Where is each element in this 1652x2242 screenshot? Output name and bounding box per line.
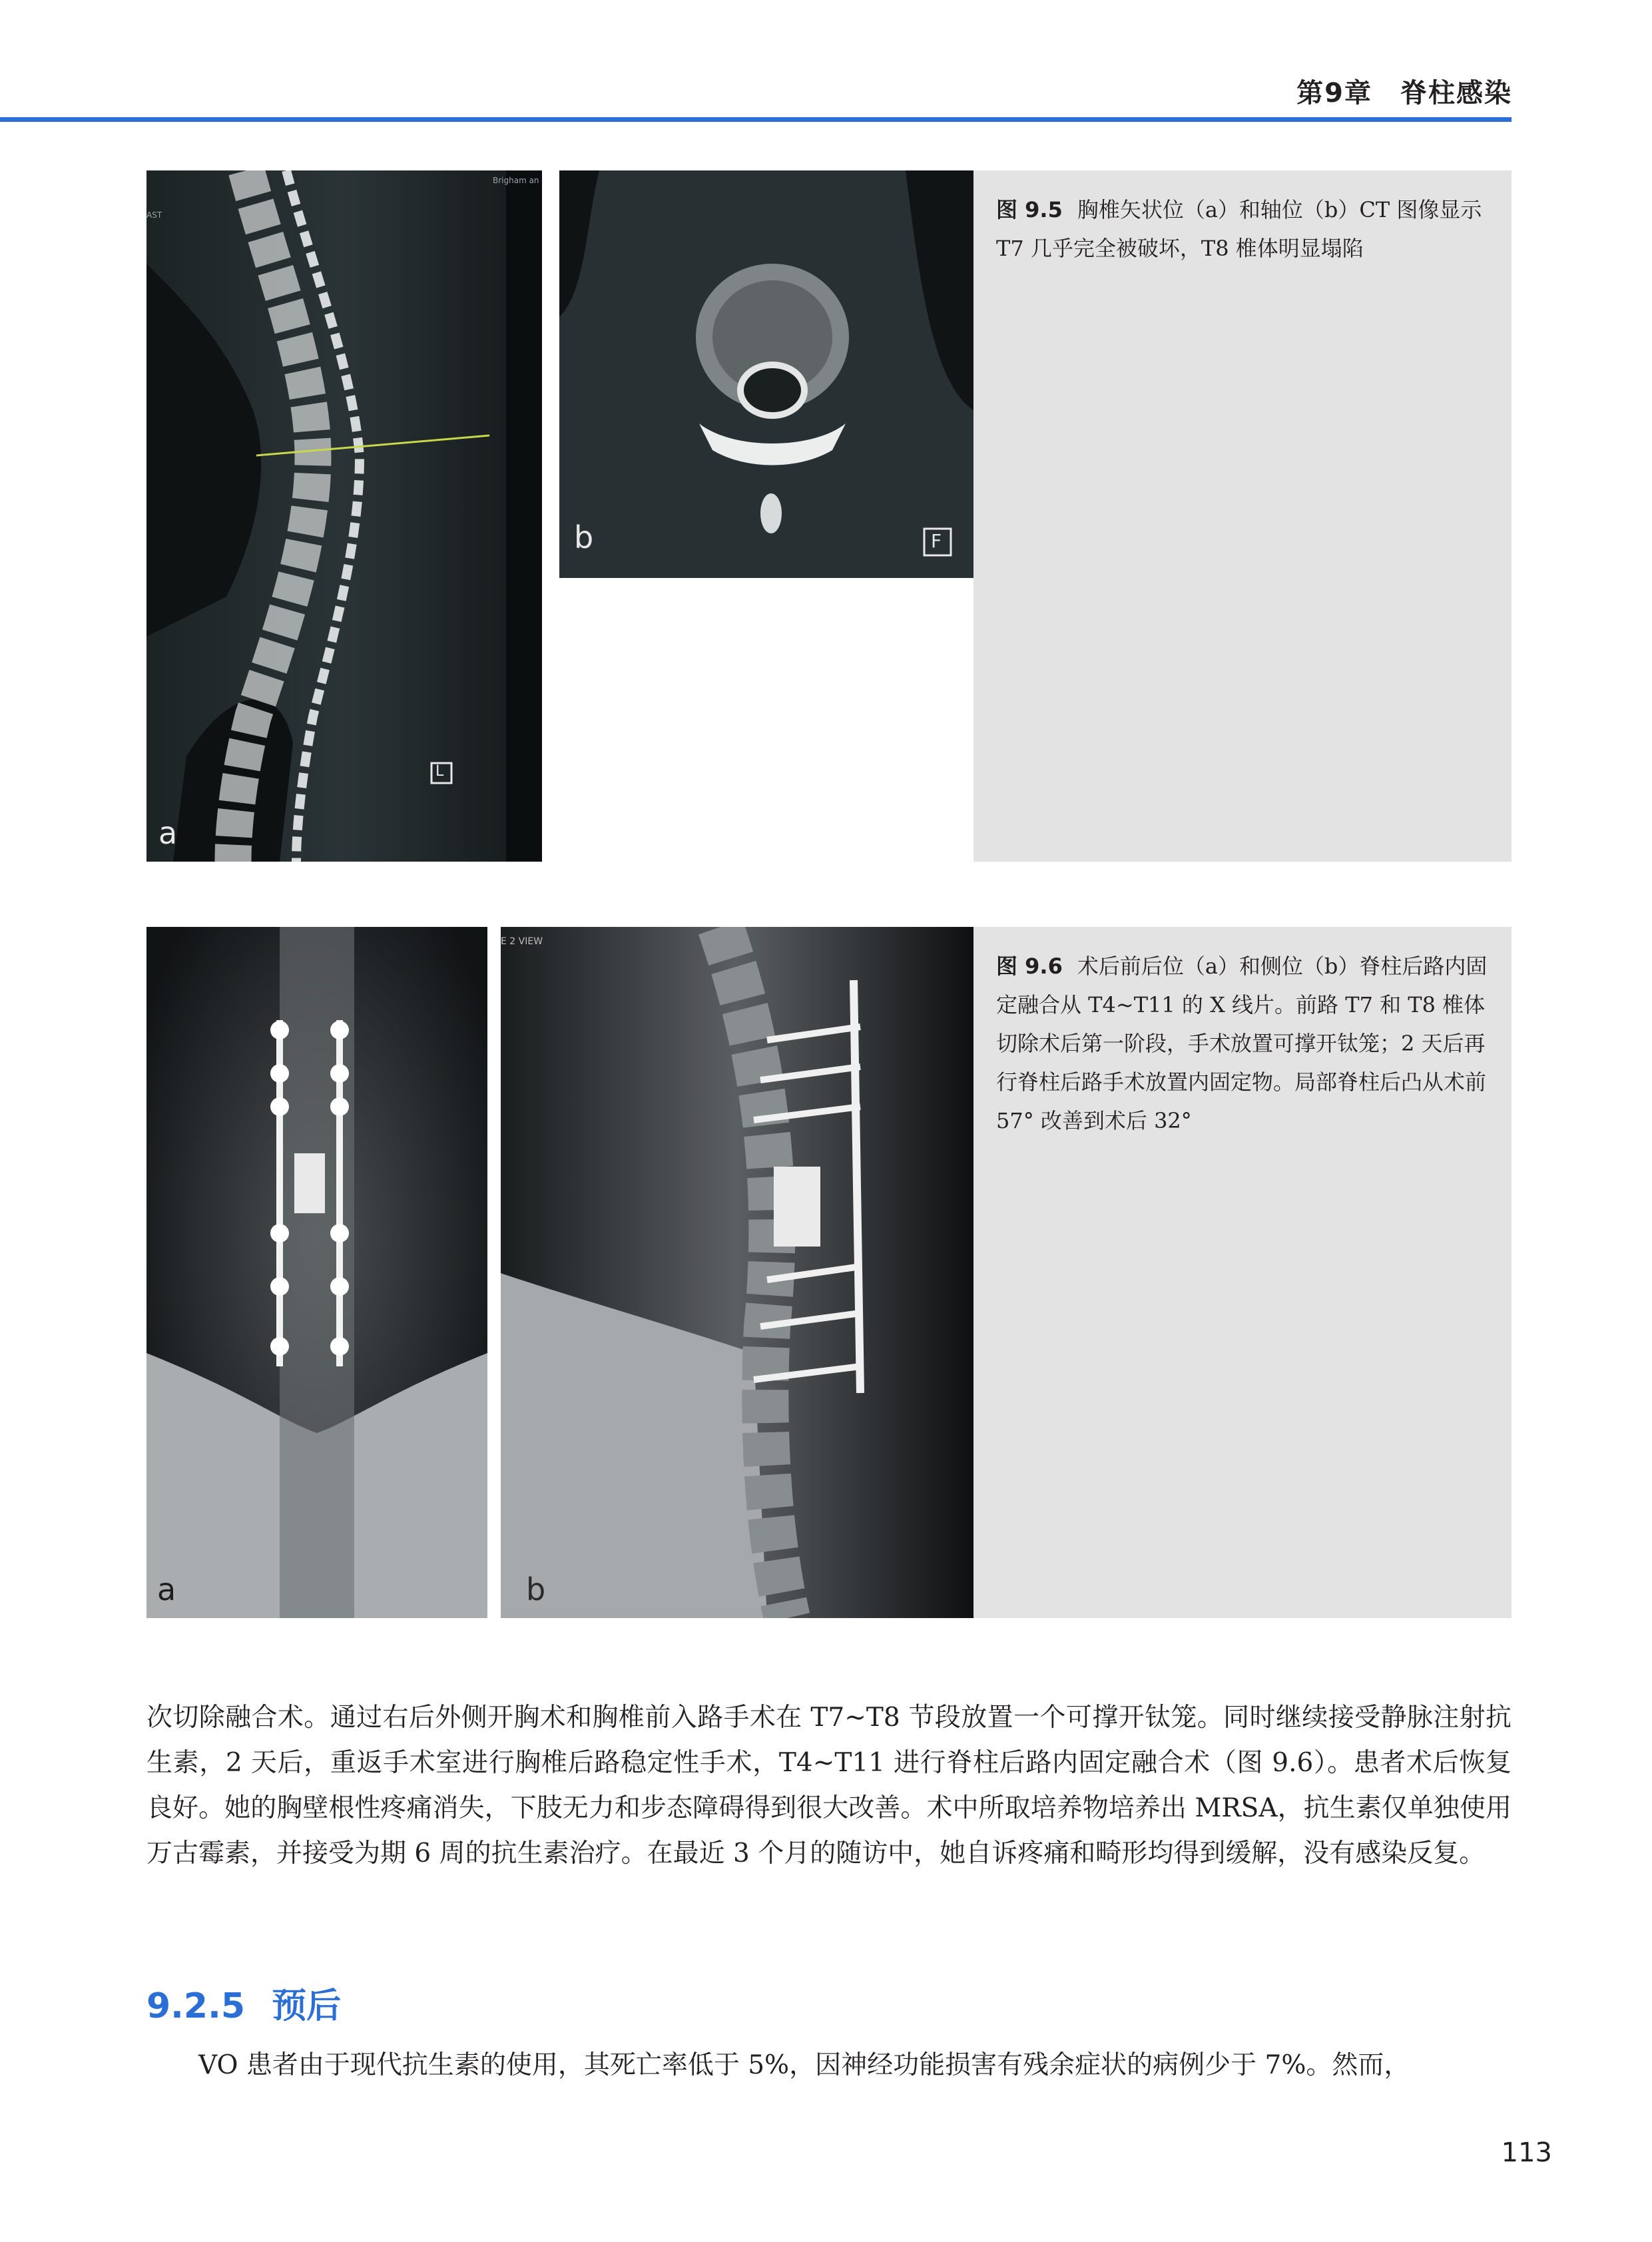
body-paragraph-2: VO 患者由于现代抗生素的使用，其死亡率低于 5%，因神经功能损害有残余症状的病例少于 7%。然而，	[198, 2050, 1410, 2080]
ap-xray-image	[146, 927, 487, 1618]
panel-b-orientation-marker: F	[931, 530, 942, 552]
figure-9-5-panel-b-axial-ct	[559, 170, 973, 578]
axial-ct-image	[559, 170, 973, 578]
sagittal-ct-image	[146, 170, 542, 862]
figure-9-5-label: 图 9.5	[996, 197, 1063, 222]
panel-b-corner-text: E 2 VIEW	[501, 936, 543, 947]
section-title: 预后	[272, 1986, 342, 2026]
panel-b-letter: b	[574, 519, 594, 555]
section-heading	[146, 1978, 341, 2028]
panel-a-letter: a	[157, 1571, 176, 1607]
panel-a-corner-text: Brigham an	[493, 176, 539, 185]
figure-9-6-label: 图 9.6	[996, 954, 1063, 979]
running-header-chapter-title: 第9章 脊柱感染	[1296, 78, 1512, 109]
figure-9-6-caption-box	[973, 927, 1512, 1618]
body-paragraph-1: 次切除融合术。通过右后外侧开胸术和胸椎前入路手术在 T7~T8 节段放置一个可撑开钛笼。同时继续接受静脉注射抗生素，2 天后，重返手术室进行胸椎后路稳定性手术，T4~T11 进行脊柱后路内固定融合术（图 9.6）。患者术后恢复良好。她的胸壁根性疼痛消失，下肢无力和步态障碍得到很大改善。术中所取培养物培养出 MRSA，抗生素仅单独使用万古霉素，并接受为期 6 周的抗生素治疗。在最近 3 个月的随访中，她自诉疼痛和畸形均得到缓解，没有感染反复。	[146, 1703, 1512, 1868]
figure-9-5-caption-box	[973, 170, 1512, 862]
section-number: 9.2.5	[146, 1986, 246, 2026]
figure-9-5	[146, 170, 1512, 862]
figure-9-5-caption: 胸椎矢状位（a）和轴位（b）CT 图像显示 T7 几乎完全被破坏，T8 椎体明显塌陷	[996, 197, 1482, 261]
figure-9-5-panel-a-sagittal-ct	[146, 170, 542, 862]
panel-a-left-text: AST	[146, 210, 162, 220]
panel-b-letter: b	[526, 1571, 546, 1607]
figure-9-6-panel-b-lateral-xray	[501, 927, 973, 1618]
figure-9-6-panel-a-ap-xray	[146, 927, 487, 1618]
figure-9-6	[146, 927, 1512, 1618]
page-number: 113	[1501, 2137, 1552, 2168]
lateral-xray-image	[501, 927, 973, 1618]
panel-a-orientation-marker: L	[435, 763, 444, 780]
header-rule	[0, 117, 1512, 122]
panel-a-letter: a	[158, 815, 178, 851]
figure-9-6-caption: 术后前后位（a）和侧位（b）脊柱后路内固定融合从 T4~T11 的 X 线片。前路 T7 和 T8 椎体切除术后第一阶段，手术放置可撑开钛笼；2 天后再行脊柱后路手术放置内固定物。局部脊柱后凸从术前 57° 改善到术后 32°	[996, 954, 1488, 1133]
